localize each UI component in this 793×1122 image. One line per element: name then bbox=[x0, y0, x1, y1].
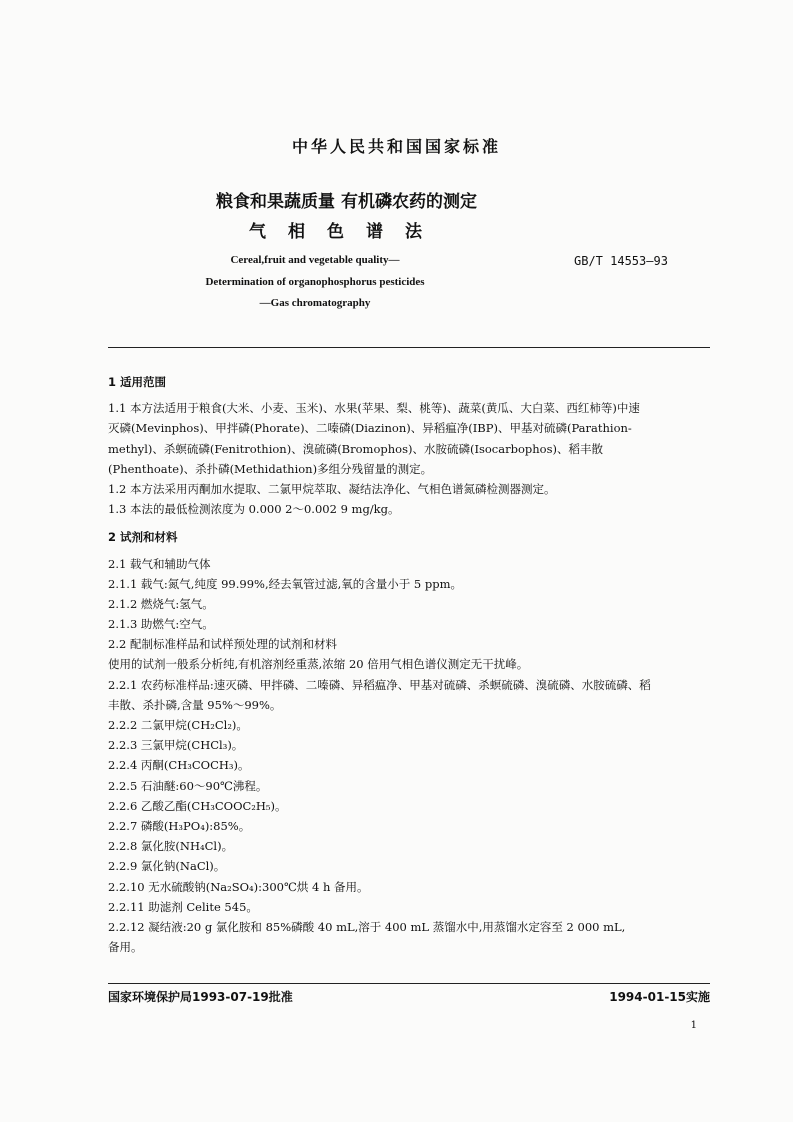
english-title-line1: Cereal,fruit and vegetable quality— bbox=[230, 254, 400, 266]
document-subtitle: 气相色谱法 bbox=[249, 222, 444, 242]
paragraph-line: (Phenthoate)、杀扑磷(Methidathion)多组分残留量的测定。 bbox=[108, 461, 433, 476]
paragraph-line: 1.2 本方法采用丙酮加水提取、二氯甲烷萃取、凝结法净化、气相色谱氮磷检测器测定。 bbox=[108, 481, 556, 496]
paragraph-line: 2.1.1 载气:氮气,纯度 99.99%,经去氧管过滤,氧的含量小于 5 ppm。 bbox=[108, 576, 463, 591]
paragraph-line: 2.2.7 磷酸(H₃PO₄):85%。 bbox=[108, 818, 251, 833]
standard-header: 中华人民共和国国家标准 bbox=[291, 137, 501, 156]
paragraph-line: 1.1 本方法适用于粮食(大米、小麦、玉米)、水果(苹果、梨、桃等)、蔬菜(黄瓜、大白菜、西红柿等)中速 bbox=[108, 401, 640, 416]
document-body bbox=[108, 372, 710, 957]
page-number: 1 bbox=[690, 1020, 697, 1031]
paragraph-line: 2.2.4 丙酮(CH₃COCH₃)。 bbox=[108, 758, 250, 773]
english-title-line3: —Gas chromatography bbox=[259, 297, 371, 309]
footer-divider bbox=[108, 983, 710, 984]
paragraph-line: 2.2.12 凝结液:20 g 氯化胺和 85%磷酸 40 mL,溶于 400 mL 蒸馏水中,用蒸馏水定容至 2 000 mL, bbox=[108, 919, 626, 934]
document-title: 粮食和果蔬质量 有机磷农药的测定 bbox=[216, 192, 477, 212]
paragraph-line: methyl)、杀螟硫磷(Fenitrothion)、溴硫磷(Bromophos)、水胺硫磷(Isocarbophos)、稻丰散 bbox=[108, 441, 603, 456]
paragraph-line: 2.2.9 氯化钠(NaCl)。 bbox=[108, 859, 226, 874]
standard-number: GB/T 14553—93 bbox=[574, 254, 668, 268]
paragraph-line: 2.2.11 助滤剂 Celite 545。 bbox=[108, 899, 258, 914]
section-heading-2: 2 试剂和材料 bbox=[108, 530, 178, 545]
approval-note: 国家环境保护局1993-07-19批准 bbox=[108, 990, 293, 1004]
english-title-line2: Determination of organophosphorus pesticides bbox=[205, 276, 425, 288]
paragraph-line: 灭磷(Mevinphos)、甲拌磷(Phorate)、二嗪磷(Diazinon)、异稻瘟净(IBP)、甲基对硫磷(Parathion- bbox=[108, 421, 632, 436]
section-heading-1: 1 适用范围 bbox=[108, 375, 167, 389]
header-divider bbox=[108, 347, 710, 348]
paragraph-line: 2.2.2 二氯甲烷(CH₂Cl₂)。 bbox=[108, 718, 248, 733]
paragraph-line: 丰散、杀扑磷,含量 95%～99%。 bbox=[108, 697, 282, 712]
paragraph-line: 1.3 本法的最低检测浓度为 0.000 2～0.002 9 mg/kg。 bbox=[108, 502, 400, 517]
paragraph-line: 2.2.1 农药标准样品:速灭磷、甲拌磷、二嗪磷、异稻瘟净、甲基对硫磷、杀螟硫磷、溴硫磷、水胺硫磷、稻 bbox=[108, 677, 651, 692]
paragraph-line: 2.2.8 氯化胺(NH₄Cl)。 bbox=[108, 839, 234, 854]
paragraph-line: 使用的试剂一般系分析纯,有机溶剂经重蒸,浓缩 20 倍用气相色谱仪测定无干扰峰。 bbox=[108, 657, 529, 672]
paragraph-line: 2.1.2 燃烧气:氢气。 bbox=[108, 596, 214, 611]
paragraph-line: 2.2.5 石油醚:60～90℃沸程。 bbox=[108, 778, 268, 793]
paragraph-line: 2.2.6 乙酸乙酯(CH₃COOC₂H₅)。 bbox=[108, 798, 287, 813]
paragraph-line: 2.1.3 助燃气:空气。 bbox=[108, 617, 214, 632]
paragraph-line: 2.2.3 三氯甲烷(CHCl₃)。 bbox=[108, 738, 244, 753]
paragraph-line: 2.1 载气和辅助气体 bbox=[108, 556, 211, 571]
paragraph-line: 备用。 bbox=[108, 940, 143, 955]
paragraph-line: 2.2.10 无水硫酸钠(Na₂SO₄):300℃烘 4 h 备用。 bbox=[108, 879, 369, 894]
paragraph-line: 2.2 配制标准样品和试样预处理的试剂和材料 bbox=[108, 637, 337, 652]
implementation-date: 1994-01-15实施 bbox=[609, 990, 710, 1004]
